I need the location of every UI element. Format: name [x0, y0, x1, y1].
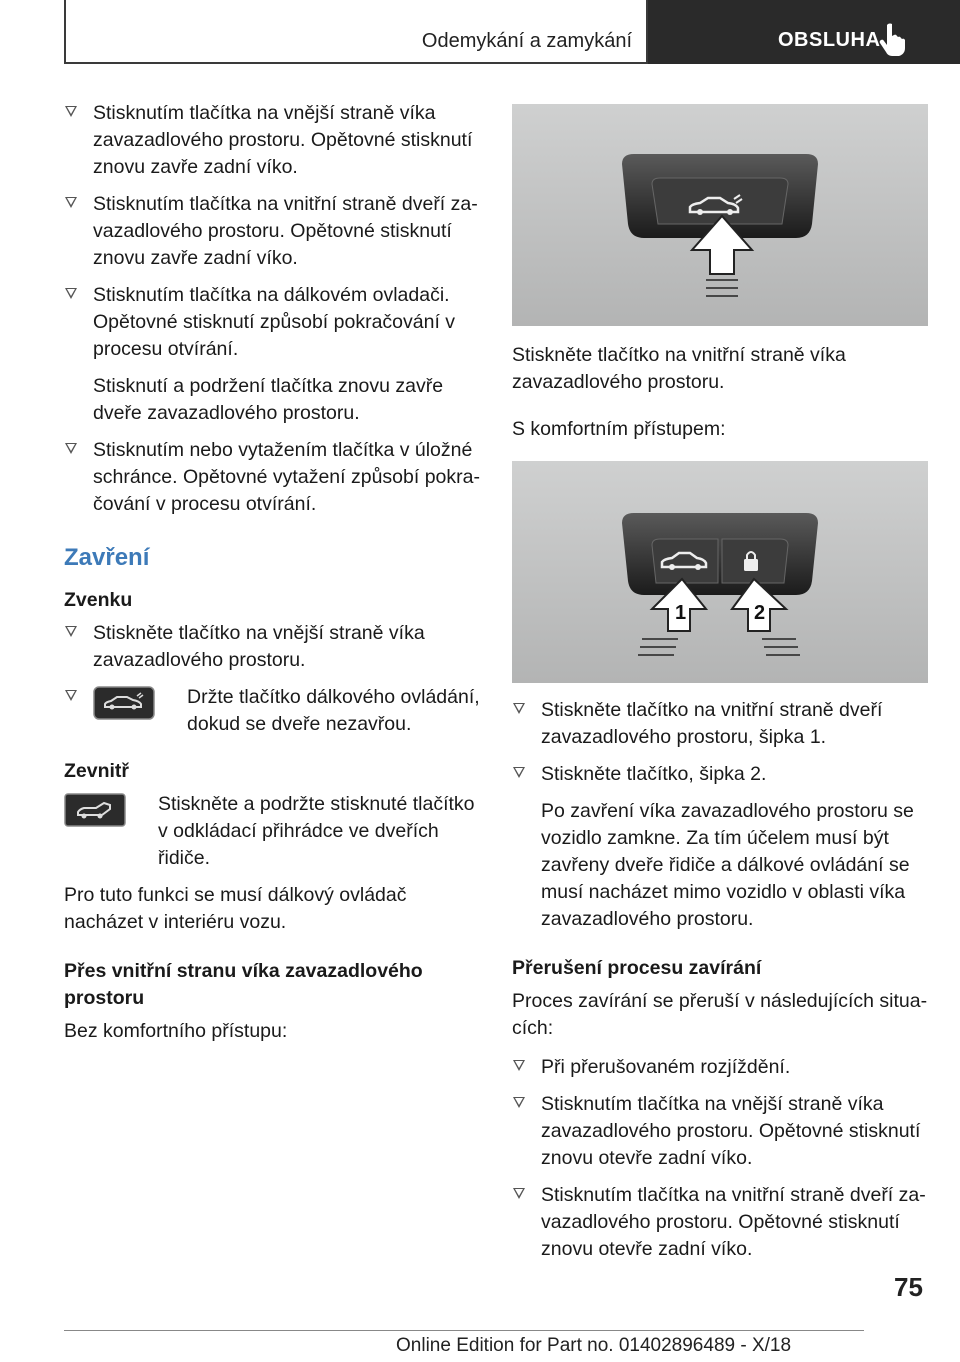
section-heading: Zavření [64, 544, 150, 571]
triangle-bullet-icon [513, 1097, 525, 1108]
triangle-bullet-icon [65, 443, 77, 454]
tailgate-button-photo [512, 104, 928, 326]
list-item: Stisknutím nebo vytažením tlačítka v úložné schránce. Opětovné vytažení způsobí pokračování v procesu otvírání. [64, 437, 484, 518]
list-item [64, 684, 484, 738]
page-number: 75 [894, 1272, 923, 1302]
right-column [512, 104, 932, 1273]
paragraph: Proces zavírání se přeruší v následujících situacích: [512, 990, 928, 1039]
list-item: Stiskněte tlačítko na vnitřní straně dveří zavazadlového prostoru, šipka 1. [512, 697, 932, 751]
triangle-bullet-icon [65, 626, 77, 637]
interior-tailgate-button-icon [64, 793, 126, 827]
paragraph: Bez komfortního přístupu: [64, 1020, 288, 1042]
chapter-title: OBSLUHA [778, 29, 881, 51]
interior-button-row: Stiskněte a podržte stisknuté tlačítko v odkládací přihrádce ve dveřích řidiče. [64, 791, 484, 872]
list-item: Stiskněte tlačítko na vnější straně víka zavazadlového prostoru. [64, 620, 484, 674]
chapter-tab [648, 0, 960, 64]
hand-pointer-icon [878, 22, 908, 56]
list-item-note: Po zavření víka zavazadlového prostoru se vozidlo zamkne. Za tím účelem musí být zavřeny dveře řidiče a dálkové ovládání se musí nacházet mimo vozidlo v oblasti víka zavazadlového prostoru. [541, 800, 914, 930]
list-item: Stiskněte tlačítko, šipka 2. [512, 761, 932, 788]
edition-footer: Online Edition for Part no. 01402896489 - X/18 [396, 1335, 792, 1356]
triangle-bullet-icon [65, 197, 77, 208]
triangle-bullet-icon [65, 106, 77, 117]
paragraph: Pro tuto funkci se musí dálkový ovládač nacházet v interiéru vozu. [64, 884, 407, 933]
subheading: Přerušení procesu zavírání [512, 957, 762, 979]
remote-tailgate-button-icon [93, 686, 155, 720]
remote-button-row: Držte tlačítko dálkového ovládání, dokud se dveře nezavřou. [93, 684, 484, 738]
list-item: Při přerušovaném rozjíždění. [512, 1054, 932, 1081]
list-item-note: Stisknutí a podržení tlačítka znovu zavře dveře zavazadlového prostoru. [93, 375, 444, 424]
triangle-bullet-icon [513, 1060, 525, 1071]
list-item: Stisknutím tlačítka na vnější straně víka zavazadlového prostoru. Opětovné stisknutí znovu zavře zadní víko. [64, 100, 484, 181]
subheading: Zvenku [64, 589, 133, 611]
triangle-bullet-icon [65, 690, 77, 701]
arrow-1-label: 1 [675, 602, 687, 624]
arrow-2-label: 2 [754, 602, 766, 624]
list-item: Stisknutím tlačítka na dálkovém ovladači. Opětovné stisknutí způsobí pokračování v procesu otvírání. [64, 282, 484, 363]
triangle-bullet-icon [513, 703, 525, 714]
left-column [64, 100, 484, 1057]
footer-divider [64, 1330, 864, 1331]
triangle-bullet-icon [513, 1188, 525, 1199]
list-item: Stisknutím tlačítka na vnitřní straně dveří zavazadlového prostoru. Opětovné stisknutí znovu zavře zadní víko. [64, 191, 484, 272]
page-header [64, 0, 960, 66]
comfort-access-buttons-photo [512, 461, 928, 683]
list-item: Stisknutím tlačítka na vnitřní straně dveří zavazadlového prostoru. Opětovné stisknutí znovu otevře zadní víko. [512, 1182, 932, 1263]
paragraph: S komfortním přístupem: [512, 418, 726, 440]
figure-caption: Stiskněte tlačítko na vnitřní straně víka zavazadlového prostoru. [512, 344, 846, 393]
triangle-bullet-icon [65, 288, 77, 299]
subheading: Přes vnitřní stranu víka zavazadlového prostoru [64, 960, 423, 1009]
subheading: Zevnitř [64, 760, 130, 782]
section-tab [64, 0, 648, 64]
list-item: Stisknutím tlačítka na vnější straně víka zavazadlového prostoru. Opětovné stisknutí znovu otevře zadní víko. [512, 1091, 932, 1172]
triangle-bullet-icon [513, 767, 525, 778]
section-title: Odemykání a zamykání [421, 30, 632, 52]
